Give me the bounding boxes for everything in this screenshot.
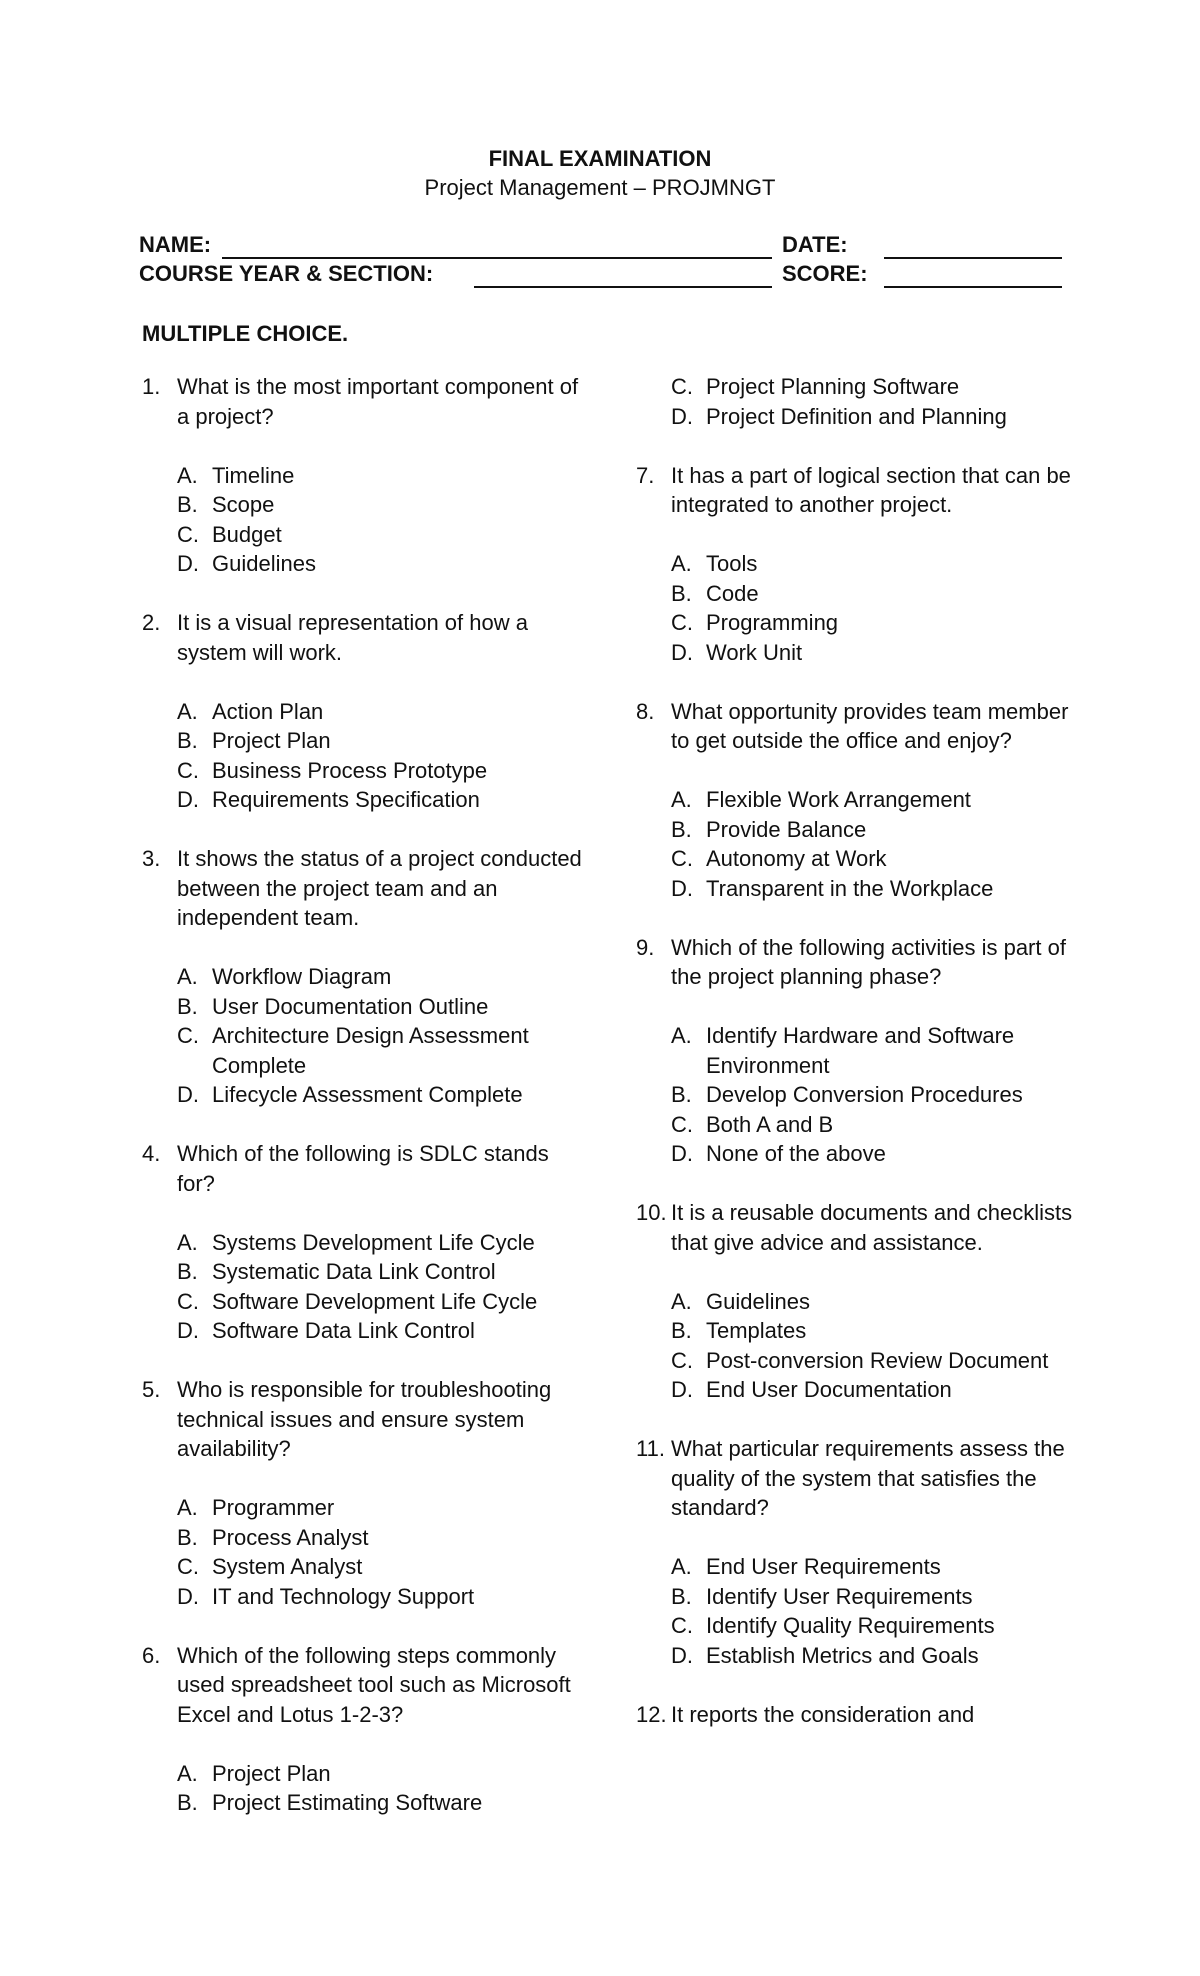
option-text: Process Analyst (212, 1524, 369, 1550)
question-stem (636, 697, 1076, 756)
option-letter: C. (671, 1347, 693, 1373)
option-text: Post-conversion Review Document (706, 1347, 1049, 1373)
answer-option (636, 638, 1076, 668)
option-letter: C. (177, 757, 199, 783)
option-text: Flexible Work Arrangement (706, 787, 971, 812)
question-number: 7. (636, 462, 655, 488)
question-number: 9. (636, 934, 655, 960)
option-text: Scope (212, 492, 275, 517)
answer-option (636, 372, 1076, 402)
question-options (636, 1287, 1076, 1405)
option-text: Lifecycle Assessment Complete (212, 1082, 523, 1107)
option-letter: B. (177, 1259, 198, 1284)
answer-option (142, 1523, 582, 1553)
answer-option (636, 1139, 1076, 1169)
date-line (884, 257, 1062, 259)
question-options (636, 1021, 1076, 1169)
name-label: NAME: (139, 232, 212, 257)
question-text: What particular requirements assess the quality of the system that satisfies the standard? (671, 1436, 1065, 1520)
option-text: Identify User Requirements (706, 1583, 973, 1609)
question-options (142, 1759, 582, 1818)
answer-option (636, 844, 1076, 874)
question-2 (142, 608, 582, 815)
option-text: System Analyst (212, 1554, 363, 1579)
section-heading: MULTIPLE CHOICE. (142, 321, 349, 346)
answer-option (636, 549, 1076, 579)
answer-option (142, 1257, 582, 1287)
answer-option (636, 1287, 1076, 1317)
score-line (884, 286, 1062, 288)
answer-option (636, 1346, 1076, 1376)
question-options (636, 549, 1076, 667)
question-options (636, 785, 1076, 903)
option-text: Guidelines (706, 1288, 810, 1314)
question-number: 10. (636, 1200, 667, 1225)
answer-option (142, 1316, 582, 1346)
option-letter: A. (177, 462, 198, 488)
option-text: Project Planning Software (706, 374, 960, 399)
answer-option (636, 1080, 1076, 1110)
question-4 (142, 1139, 582, 1346)
answer-option (636, 1611, 1076, 1641)
question-number: 1. (142, 374, 161, 399)
answer-option (636, 815, 1076, 845)
option-letter: C. (671, 846, 693, 871)
option-letter: D. (177, 1318, 199, 1343)
answer-option (142, 756, 582, 786)
question-6 (142, 1641, 582, 1818)
question-9 (636, 933, 1076, 1169)
option-text: IT and Technology Support (212, 1583, 475, 1609)
answer-option (636, 1021, 1076, 1080)
answer-option (142, 1021, 582, 1080)
question-text: Who is responsible for troubleshooting technical issues and ensure system availability? (177, 1377, 552, 1461)
question-text: It has a part of logical section that can be integrated to another project. (671, 462, 1071, 517)
option-letter: A. (671, 1023, 692, 1048)
answer-option (142, 1080, 582, 1110)
option-text: None of the above (706, 1141, 886, 1166)
answer-option (636, 874, 1076, 904)
option-text: Action Plan (212, 698, 324, 724)
option-letter: B. (671, 1583, 692, 1609)
option-letter: A. (177, 964, 198, 989)
option-letter: A. (177, 1760, 198, 1786)
answer-option (636, 1641, 1076, 1671)
question-text: It is a reusable documents and checklists that give advice and assistance. (671, 1200, 1073, 1255)
question-options (142, 697, 582, 815)
option-letter: B. (671, 1082, 692, 1107)
option-letter: A. (177, 1229, 198, 1255)
option-text: Project Plan (212, 728, 331, 753)
question-6-continued (636, 372, 1076, 431)
date-label: DATE: (782, 232, 848, 257)
option-letter: D. (177, 787, 199, 812)
question-number: 8. (636, 698, 655, 724)
option-text: Requirements Specification (212, 787, 480, 812)
question-options (142, 1228, 582, 1346)
answer-option (142, 1788, 582, 1818)
continued-options (636, 372, 1076, 431)
option-text: Architecture Design Assessment Complete (212, 1023, 529, 1078)
question-stem (636, 1700, 1076, 1730)
answer-option (636, 1552, 1076, 1582)
option-letter: B. (177, 728, 198, 753)
question-text: What opportunity provides team member to get outside the office and enjoy? (671, 698, 1069, 753)
question-number: 6. (142, 1642, 161, 1668)
question-options (636, 1552, 1076, 1670)
option-text: Software Development Life Cycle (212, 1288, 538, 1314)
option-letter: C. (177, 1023, 199, 1048)
course-line (474, 286, 772, 288)
option-letter: A. (177, 698, 198, 724)
option-text: Systematic Data Link Control (212, 1259, 496, 1284)
question-number: 11. (636, 1436, 665, 1461)
answer-option (636, 785, 1076, 815)
answer-option (636, 1582, 1076, 1612)
answer-option (142, 697, 582, 727)
answer-option (636, 1316, 1076, 1346)
option-text: Workflow Diagram (212, 964, 392, 989)
option-text: Templates (706, 1318, 807, 1343)
option-text: Tools (706, 551, 758, 576)
answer-option (142, 726, 582, 756)
score-label: SCORE: (782, 261, 868, 286)
option-text: Transparent in the Workplace (706, 875, 994, 901)
question-stem (142, 1375, 582, 1464)
question-options (142, 1493, 582, 1611)
option-letter: D. (671, 1377, 693, 1402)
question-stem (142, 1139, 582, 1198)
question-11 (636, 1434, 1076, 1670)
question-5 (142, 1375, 582, 1611)
option-letter: B. (177, 1524, 198, 1550)
question-stem (142, 844, 582, 933)
question-number: 5. (142, 1377, 161, 1402)
question-12 (636, 1700, 1076, 1730)
option-text: Autonomy at Work (706, 846, 887, 871)
option-text: Business Process Prototype (212, 757, 488, 783)
answer-option (636, 402, 1076, 432)
option-letter: C. (671, 1111, 693, 1137)
answer-option (636, 1110, 1076, 1140)
option-text: Both A and B (706, 1111, 834, 1137)
answer-option (142, 1759, 582, 1789)
option-letter: B. (671, 816, 692, 842)
option-letter: B. (671, 1318, 692, 1343)
option-text: Project Definition and Planning (706, 403, 1007, 429)
option-letter: D. (671, 639, 693, 665)
option-text: Provide Balance (706, 816, 867, 842)
question-stem (142, 372, 582, 431)
question-number: 3. (142, 846, 161, 871)
option-text: Software Data Link Control (212, 1318, 475, 1343)
option-letter: B. (177, 993, 198, 1019)
answer-option (142, 785, 582, 815)
question-stem (142, 1641, 582, 1730)
option-text: Guidelines (212, 551, 316, 576)
right-column (636, 372, 1076, 1759)
question-text: It shows the status of a project conducted between the project team and an independent team. (177, 846, 582, 930)
option-letter: C. (177, 1554, 199, 1579)
question-text: It is a visual representation of how a system will work. (177, 610, 528, 665)
question-stem (142, 608, 582, 667)
option-text: Project Estimating Software (212, 1790, 483, 1815)
question-options (142, 962, 582, 1110)
question-number: 4. (142, 1141, 161, 1166)
option-letter: D. (671, 875, 693, 901)
answer-option (636, 608, 1076, 638)
option-text: Code (706, 580, 759, 606)
option-letter: D. (671, 403, 693, 429)
option-letter: A. (671, 1288, 692, 1314)
option-text: Establish Metrics and Goals (706, 1642, 979, 1668)
answer-option (142, 520, 582, 550)
question-text: Which of the following activities is part of the project planning phase? (671, 934, 1066, 989)
option-letter: B. (671, 580, 692, 606)
question-number: 12. (636, 1701, 667, 1727)
option-letter: A. (671, 787, 692, 812)
question-text: What is the most important component of a project? (177, 374, 579, 429)
course-label: COURSE YEAR & SECTION: (139, 261, 434, 286)
exam-subtitle: Project Management – PROJMNGT (424, 175, 776, 200)
option-text: Programmer (212, 1495, 335, 1520)
option-letter: C. (177, 521, 199, 547)
question-text: Which of the following is SDLC stands for? (177, 1141, 549, 1196)
answer-option (142, 1493, 582, 1523)
question-stem (636, 1434, 1076, 1523)
answer-option (636, 1375, 1076, 1405)
option-letter: B. (177, 1790, 198, 1815)
option-text: End User Requirements (706, 1554, 941, 1579)
answer-option (142, 992, 582, 1022)
question-10 (636, 1198, 1076, 1405)
option-text: Project Plan (212, 1760, 331, 1786)
answer-option (142, 1552, 582, 1582)
option-text: Identify Quality Requirements (706, 1613, 995, 1638)
option-letter: C. (671, 374, 693, 399)
question-3 (142, 844, 582, 1110)
question-number: 2. (142, 610, 161, 635)
option-letter: D. (177, 551, 199, 576)
option-letter: C. (177, 1288, 199, 1314)
option-text: Timeline (212, 462, 295, 488)
question-stem (636, 933, 1076, 992)
option-text: Budget (212, 521, 282, 547)
option-letter: A. (671, 1554, 692, 1579)
left-column (142, 372, 582, 1847)
option-letter: C. (671, 610, 693, 635)
answer-option (142, 962, 582, 992)
option-letter: B. (177, 492, 198, 517)
question-7 (636, 461, 1076, 668)
option-letter: D. (177, 1583, 199, 1609)
question-stem (636, 461, 1076, 520)
option-text: Identify Hardware and Software Environment (706, 1023, 1015, 1078)
option-text: Systems Development Life Cycle (212, 1229, 535, 1255)
option-letter: D. (671, 1642, 693, 1668)
answer-option (142, 490, 582, 520)
answer-option (142, 1287, 582, 1317)
option-text: User Documentation Outline (212, 993, 489, 1019)
option-text: End User Documentation (706, 1377, 952, 1402)
answer-option (142, 1228, 582, 1258)
question-1 (142, 372, 582, 579)
option-text: Work Unit (706, 639, 803, 665)
option-text: Develop Conversion Procedures (706, 1082, 1023, 1107)
option-letter: D. (177, 1082, 199, 1107)
question-text: Which of the following steps commonly used spreadsheet tool such as Microsoft Excel and Lotus 1-2-3? (177, 1642, 571, 1727)
answer-option (142, 549, 582, 579)
question-options (142, 461, 582, 579)
answer-option (636, 579, 1076, 609)
answer-option (142, 461, 582, 491)
answer-option (142, 1582, 582, 1612)
option-letter: A. (671, 551, 692, 576)
option-letter: D. (671, 1141, 693, 1166)
question-8 (636, 697, 1076, 904)
question-text: It reports the consideration and (671, 1701, 975, 1727)
exam-title: FINAL EXAMINATION (488, 146, 712, 171)
question-stem (636, 1198, 1076, 1257)
option-letter: A. (177, 1495, 198, 1520)
option-text: Programming (706, 610, 839, 635)
option-letter: C. (671, 1613, 693, 1638)
